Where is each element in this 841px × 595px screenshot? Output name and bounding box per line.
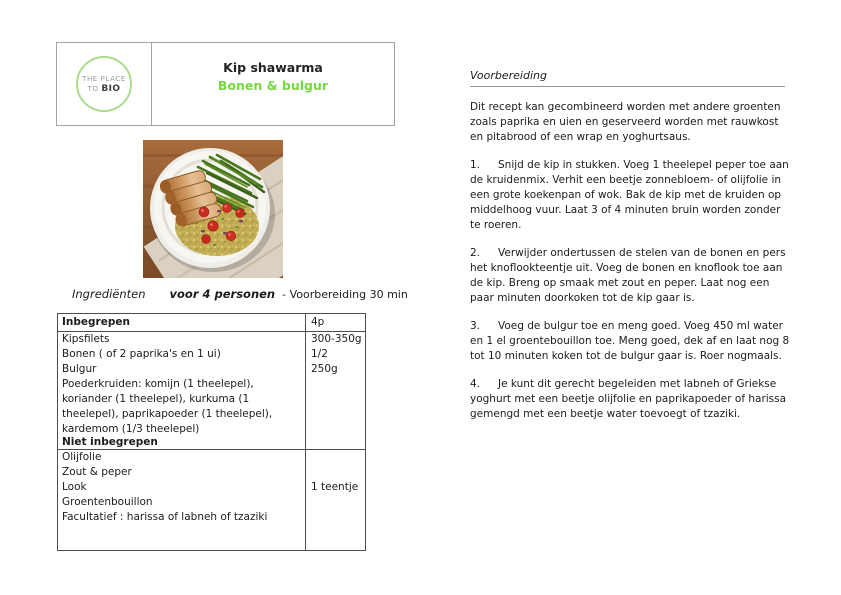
included-qtys [305, 332, 365, 435]
ingredient-qty [311, 377, 365, 392]
ingredient-name: Bulgur [62, 363, 97, 375]
ingredient-qty [311, 465, 365, 480]
title-cell [152, 43, 394, 125]
ingredient-name: Groentenbouillon [62, 496, 153, 508]
servings-label: voor 4 personen [169, 287, 276, 301]
ingredient-qty: 1/2 [311, 348, 328, 360]
ingredient-qty: 250g [311, 363, 338, 375]
ingredient-qty [311, 510, 365, 525]
ingredients-intro-line [72, 287, 408, 301]
ingredient-qty [311, 450, 365, 465]
ingredient-qty: 1 teentje [311, 481, 359, 493]
preparation-step-1 [470, 158, 792, 233]
preparation-intro: Dit recept kan gecombineerd worden met andere groenten zoals paprika en uien en geserveerd worden met rauwkost en pitabrood of een wrap en yoghurtsaus. [470, 101, 781, 143]
excluded-names [58, 450, 305, 550]
preparation-step-4 [470, 377, 792, 422]
step-number: 2. [470, 247, 481, 259]
step-number: 3. [470, 320, 481, 332]
dish-photo [143, 140, 283, 278]
ingredient-name: Bonen ( of 2 paprika's en 1 ui) [62, 348, 221, 360]
logo-cell [57, 43, 152, 125]
ingredient-name: Poederkruiden: komijn (1 theelepel), koriander (1 theelepel), kurkuma (1 theelepel), paprikapoeder (1 theelepel), kardemom (1/3 theelepel) [62, 378, 273, 435]
step-number: 1. [470, 159, 481, 171]
logo-text-to: TO [87, 84, 102, 93]
ingredient-name: Look [62, 481, 87, 493]
ingredient-name: Zout & peper [62, 466, 132, 478]
step-text: Voeg de bulgur toe en meng goed. Voeg 450 ml water en 1 el groentebouillon toe. Meng goed, dek af en laat nog 8 tot 10 minuten koken tot de bulgur gaar is. Roer nogmaals. [470, 320, 790, 362]
the-place-to-bio-logo [76, 56, 132, 112]
ingredient-qty: 300-350g [311, 333, 362, 345]
excluded-header: Niet inbegrepen [62, 436, 158, 448]
logo-text-bio: BIO [101, 83, 121, 94]
ingredient-name: Facultatief : harissa of labneh of tzaziki [62, 511, 268, 523]
excluded-header-row [58, 435, 365, 450]
included-header-row [58, 314, 365, 332]
prep-time-label: - Voorbereiding 30 min [282, 288, 408, 301]
logo-text-line1: THE PLACE [82, 74, 126, 83]
logo-text-line2 [88, 84, 121, 94]
ingredient-qty [311, 495, 365, 510]
ingredients-table [57, 313, 366, 551]
step-text: Snijd de kip in stukken. Voeg 1 theelepel peper toe aan de kruidenmix. Verhit een beetje zonnebloem- of olijfolie in een grote koekenpan of wok. Bak de kip met de kruiden op middelhoog vuur. Laat 3 of 4 minuten bruin worden zonder te roeren. [470, 159, 789, 231]
qty-header: 4p [305, 314, 365, 331]
preparation-section [470, 68, 792, 422]
dish-photo-illustration [143, 140, 283, 278]
recipe-title: Kip shawarma [223, 60, 323, 75]
ingredient-name: Kipsfilets [62, 333, 110, 345]
recipe-subtitle: Bonen & bulgur [217, 78, 329, 93]
preparation-step-3 [470, 319, 792, 364]
preparation-heading: Voorbereiding [470, 68, 785, 87]
recipe-header-box [56, 42, 395, 126]
ingredient-name: Olijfolie [62, 451, 102, 463]
included-header: Inbegrepen [62, 316, 130, 328]
ingredients-label: Ingrediënten [72, 287, 146, 301]
included-body-row [58, 332, 365, 435]
preparation-step-2 [470, 246, 792, 306]
included-names [58, 332, 305, 435]
excluded-body-row [58, 450, 365, 550]
step-text: Je kunt dit gerecht begeleiden met labneh of Griekse yoghurt met een beetje olijfolie en paprikapoeder of harissa gemengd met een beetje water toevoegt of tzaziki. [470, 378, 787, 420]
step-number: 4. [470, 378, 481, 390]
excluded-qtys [305, 450, 365, 550]
step-text: Verwijder ondertussen de stelen van de bonen en pers het knoflookteentje uit. Voeg de bonen en knoflook toe aan de kip. Breng op smaak met zout en peper. Laat nog een paar minuten doorkoken tot de kip gaar is. [470, 247, 786, 304]
